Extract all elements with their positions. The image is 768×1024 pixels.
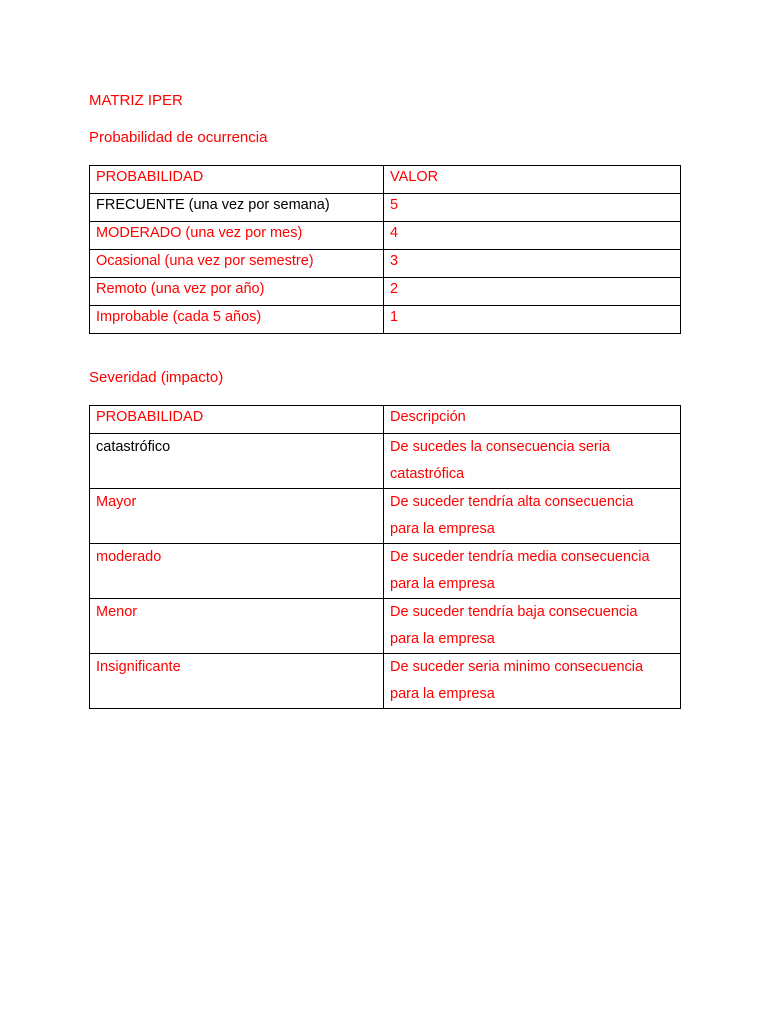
description-line: De sucedes la consecuencia seria	[390, 439, 611, 455]
description-line: catastrófica	[390, 466, 465, 482]
severity-label-cell: moderado	[90, 544, 384, 599]
probability-value-cell: 3	[384, 250, 681, 278]
table-row	[90, 599, 681, 654]
severity-label-cell: catastrófico	[90, 434, 384, 489]
description-line: para la empresa	[390, 686, 495, 702]
probability-label-cell: Ocasional (una vez por semestre)	[90, 250, 384, 278]
probability-value-cell: 5	[384, 194, 681, 222]
severity-section-heading: Severidad (impacto)	[89, 369, 224, 386]
description-line: para la empresa	[390, 631, 495, 647]
severity-description-cell	[384, 599, 681, 654]
table-row	[90, 278, 681, 306]
table-row	[90, 222, 681, 250]
severity-description-cell	[384, 489, 681, 544]
probability-section-heading: Probabilidad de ocurrencia	[89, 129, 268, 146]
severity-label-cell: Mayor	[90, 489, 384, 544]
probability-label-cell: Remoto (una vez por año)	[90, 278, 384, 306]
document-title: MATRIZ IPER	[89, 92, 183, 109]
severity-probability-header-cell: PROBABILIDAD	[90, 406, 384, 434]
probability-table-header-row	[90, 166, 681, 194]
table-row	[90, 194, 681, 222]
value-header-cell: VALOR	[384, 166, 681, 194]
severity-table-header-row	[90, 406, 681, 434]
probability-label-cell: Improbable (cada 5 años)	[90, 306, 384, 334]
probability-label-cell: FRECUENTE (una vez por semana)	[90, 194, 384, 222]
description-line: De suceder tendría alta consecuencia	[390, 494, 634, 510]
severity-description-cell	[384, 434, 681, 489]
description-line: De suceder tendría media consecuencia	[390, 549, 650, 565]
description-line: De suceder tendría baja consecuencia	[390, 604, 638, 620]
table-row	[90, 306, 681, 334]
description-line: para la empresa	[390, 521, 495, 537]
table-row	[90, 489, 681, 544]
table-row	[90, 654, 681, 709]
severity-label-cell: Menor	[90, 599, 384, 654]
table-row	[90, 544, 681, 599]
probability-value-cell: 4	[384, 222, 681, 250]
severity-label-cell: Insignificante	[90, 654, 384, 709]
severity-description-cell	[384, 544, 681, 599]
severity-table	[89, 405, 681, 709]
severity-description-cell	[384, 654, 681, 709]
probability-table	[89, 165, 681, 334]
description-line: De suceder seria minimo consecuencia	[390, 659, 644, 675]
table-row	[90, 434, 681, 489]
description-line: para la empresa	[390, 576, 495, 592]
description-header-cell: Descripción	[384, 406, 681, 434]
table-row	[90, 250, 681, 278]
probability-value-cell: 2	[384, 278, 681, 306]
probability-header-cell: PROBABILIDAD	[90, 166, 384, 194]
probability-value-cell: 1	[384, 306, 681, 334]
probability-label-cell: MODERADO (una vez por mes)	[90, 222, 384, 250]
